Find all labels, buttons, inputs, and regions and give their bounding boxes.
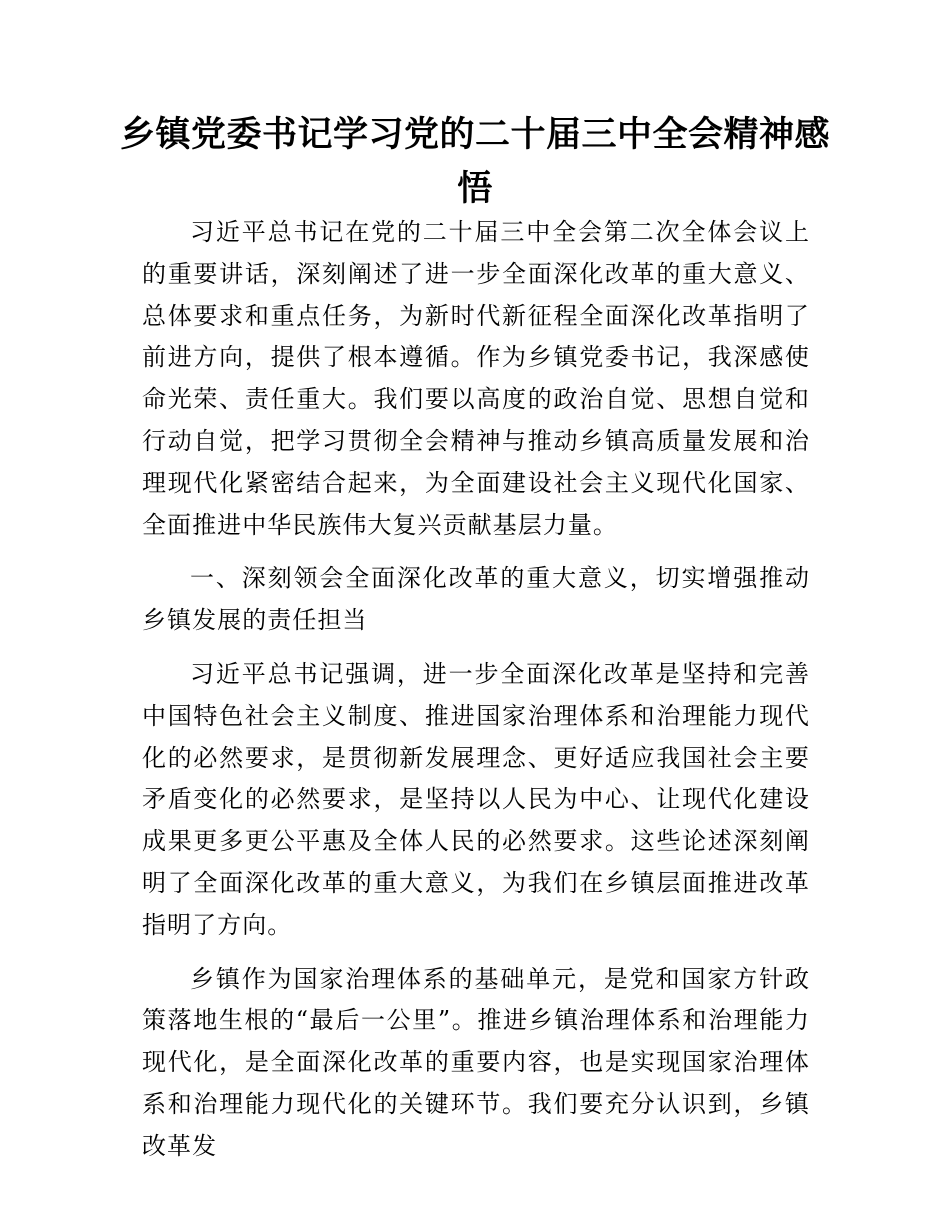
- intro-paragraph: 习近平总书记在党的二十届三中全会第二次全体会议上的重要讲话，深刻阐述了进一步全面深化改革的重大意义、总体要求和重点任务，为新时代新征程全面深化改革指明了前进方向，提供了根本遵循。作为乡镇党委书记，我深感使命光荣、责任重大。我们要以高度的政治自觉、思想自觉和行动自觉，把学习贯彻全会精神与推动乡镇高质量发展和治理现代化紧密结合起来，为全面建设社会主义现代化国家、全面推进中华民族伟大复兴贡献基层力量。: [142, 218, 810, 539]
- section-heading-1: 一、深刻领会全面深化改革的重大意义，切实增强推动乡镇发展的责任担当: [142, 564, 810, 635]
- document-body: [142, 212, 810, 1180]
- document-title: 乡镇党委书记学习党的二十届三中全会精神感悟: [120, 115, 831, 209]
- body-paragraph: 乡镇作为国家治理体系的基础单元，是党和国家方针政策落地生根的“最后一公里”。推进乡镇治理体系和治理能力现代化，是全面深化改革的重要内容，也是实现国家治理体系和治理能力现代化的关键环节。我们要充分认识到，乡镇改革发: [142, 964, 810, 1160]
- body-paragraph: 习近平总书记强调，进一步全面深化改革是坚持和完善中国特色社会主义制度、推进国家治理体系和治理能力现代化的必然要求，是贯彻新发展理念、更好适应我国社会主要矛盾变化的必然要求，是坚持以人民为中心、让现代化建设成果更多更公平惠及全体人民的必然要求。这些论述深刻阐明了全面深化改革的重大意义，为我们在乡镇层面推进改革指明了方向。: [142, 659, 810, 939]
